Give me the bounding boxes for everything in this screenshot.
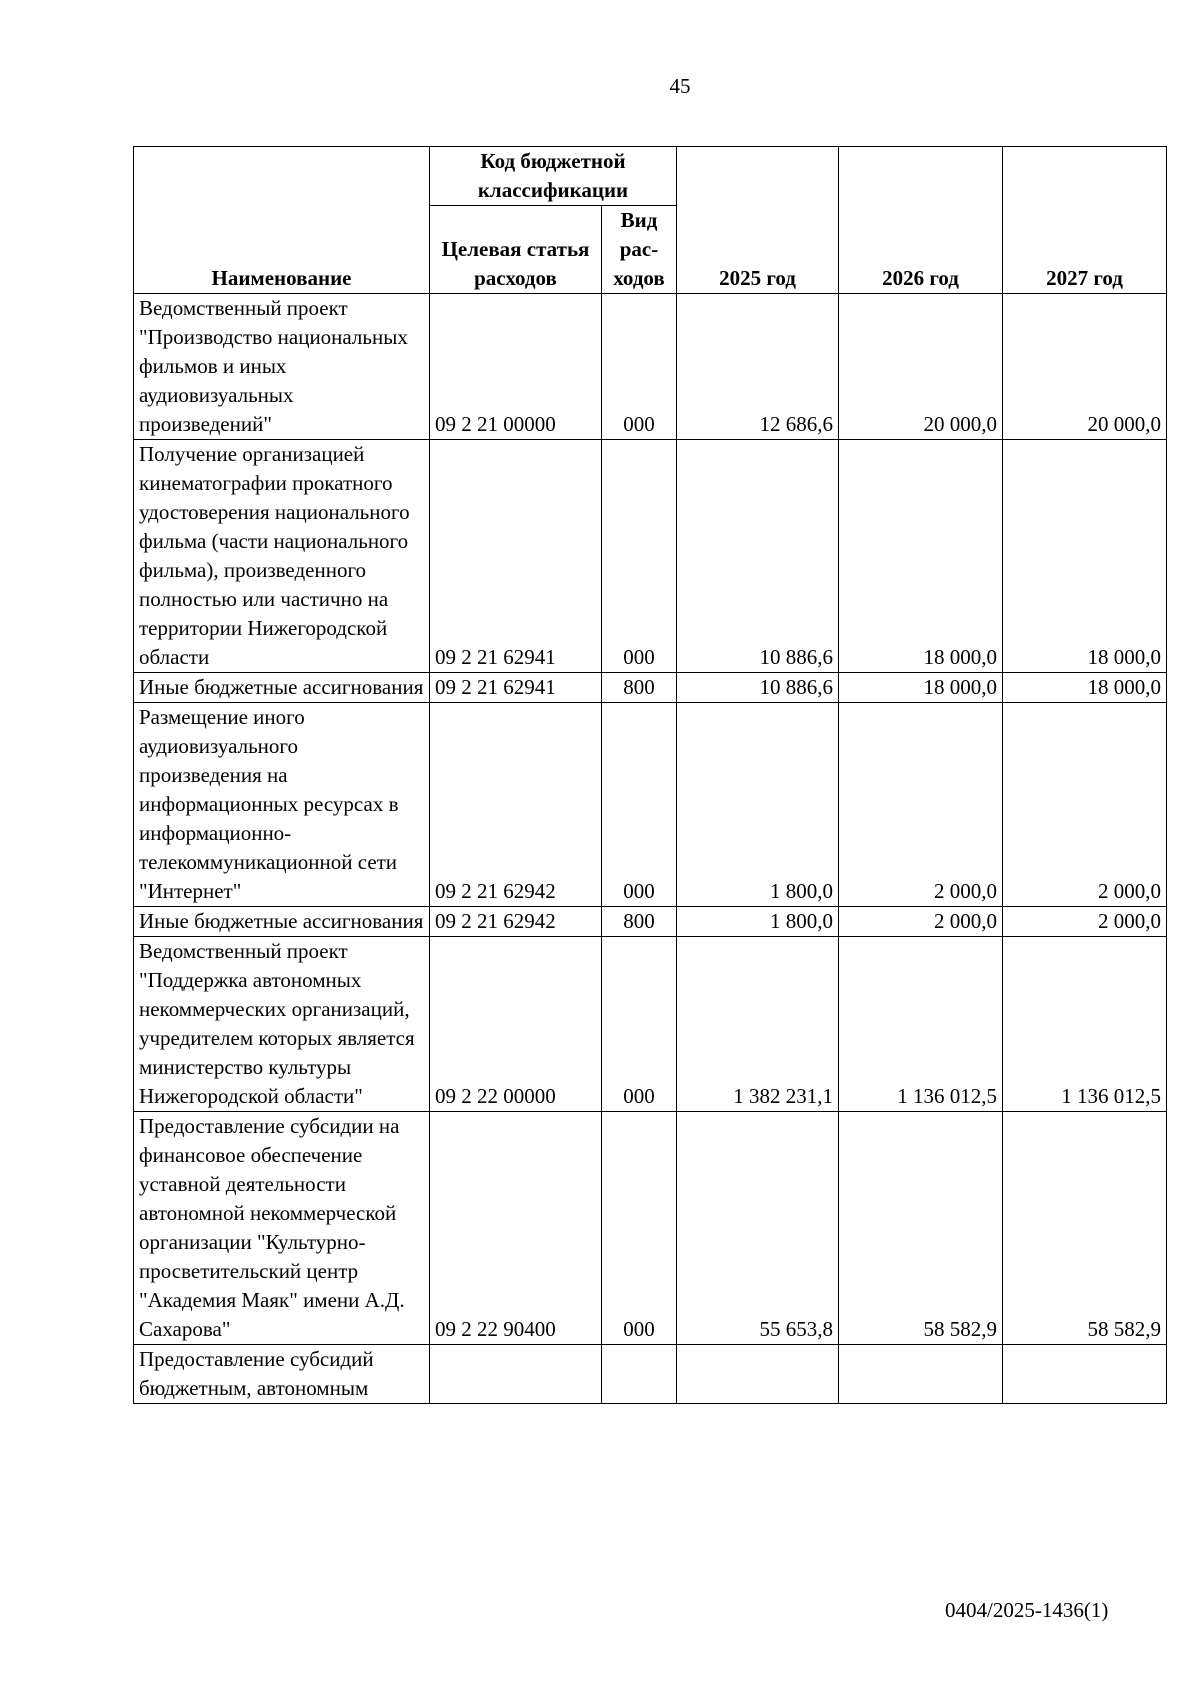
- row-expense-kind: 000: [602, 440, 677, 673]
- row-name: Иные бюджетные ассигнования: [134, 673, 430, 703]
- header-expense-kind: Вид рас-ходов: [602, 206, 677, 294]
- row-value-2026: [839, 1345, 1003, 1404]
- row-value-2025: 55 653,8: [677, 1112, 839, 1345]
- table-row: [134, 294, 1167, 440]
- row-value-2027: 18 000,0: [1003, 440, 1167, 673]
- row-target-code: 09 2 21 62941: [430, 673, 602, 703]
- page-number: 45: [669, 74, 691, 98]
- header-2025: 2025 год: [677, 147, 839, 294]
- budget-table: [133, 146, 1167, 1404]
- row-expense-kind: [602, 1345, 677, 1404]
- row-name: Ведомственный проект "Производство национальных фильмов и иных аудиовизуальных произведений": [134, 294, 430, 440]
- document-code: 0404/2025-1436(1): [945, 1598, 1109, 1622]
- table-row: [134, 440, 1167, 673]
- row-value-2027: 2 000,0: [1003, 907, 1167, 937]
- row-value-2026: 20 000,0: [839, 294, 1003, 440]
- row-expense-kind: 800: [602, 907, 677, 937]
- row-expense-kind: 800: [602, 673, 677, 703]
- row-name: Получение организацией кинематографии прокатного удостоверения национального фильма (части национального фильма), произведенного полностью или частично на территории Нижегородской области: [134, 440, 430, 673]
- table-row: [134, 1345, 1167, 1404]
- row-target-code: 09 2 21 00000: [430, 294, 602, 440]
- row-value-2027: 20 000,0: [1003, 294, 1167, 440]
- row-target-code: 09 2 21 62942: [430, 703, 602, 907]
- row-target-code: 09 2 22 00000: [430, 937, 602, 1112]
- row-value-2026: 18 000,0: [839, 440, 1003, 673]
- row-expense-kind: 000: [602, 703, 677, 907]
- header-kbk: Код бюджетной классификации: [430, 147, 677, 206]
- row-value-2027: 1 136 012,5: [1003, 937, 1167, 1112]
- table-row: [134, 937, 1167, 1112]
- header-2027: 2027 год: [1003, 147, 1167, 294]
- row-value-2025: 1 382 231,1: [677, 937, 839, 1112]
- row-value-2025: [677, 1345, 839, 1404]
- row-value-2026: 18 000,0: [839, 673, 1003, 703]
- row-value-2025: 10 886,6: [677, 440, 839, 673]
- row-value-2027: 58 582,9: [1003, 1112, 1167, 1345]
- row-expense-kind: 000: [602, 1112, 677, 1345]
- row-value-2026: 58 582,9: [839, 1112, 1003, 1345]
- row-value-2026: 2 000,0: [839, 703, 1003, 907]
- row-value-2027: [1003, 1345, 1167, 1404]
- row-value-2025: 1 800,0: [677, 703, 839, 907]
- header-target-article: Целевая статья расходов: [430, 206, 602, 294]
- row-target-code: 09 2 21 62942: [430, 907, 602, 937]
- table-row: [134, 1112, 1167, 1345]
- row-expense-kind: 000: [602, 937, 677, 1112]
- row-value-2025: 1 800,0: [677, 907, 839, 937]
- header-name: Наименование: [134, 147, 430, 294]
- row-name: Иные бюджетные ассигнования: [134, 907, 430, 937]
- row-target-code: 09 2 22 90400: [430, 1112, 602, 1345]
- row-value-2026: 1 136 012,5: [839, 937, 1003, 1112]
- row-target-code: [430, 1345, 602, 1404]
- row-value-2025: 10 886,6: [677, 673, 839, 703]
- row-name: Ведомственный проект "Поддержка автономных некоммерческих организаций, учредителем которых является министерство культуры Нижегородской области": [134, 937, 430, 1112]
- table-row: [134, 703, 1167, 907]
- row-name: Размещение иного аудиовизуального произведения на информационных ресурсах в информационно-телекоммуникационной сети "Интернет": [134, 703, 430, 907]
- row-value-2027: 2 000,0: [1003, 703, 1167, 907]
- row-value-2027: 18 000,0: [1003, 673, 1167, 703]
- table-row: [134, 673, 1167, 703]
- row-value-2025: 12 686,6: [677, 294, 839, 440]
- row-target-code: 09 2 21 62941: [430, 440, 602, 673]
- row-expense-kind: 000: [602, 294, 677, 440]
- row-value-2026: 2 000,0: [839, 907, 1003, 937]
- table-row: [134, 907, 1167, 937]
- row-name: Предоставление субсидий бюджетным, автономным: [134, 1345, 430, 1404]
- header-2026: 2026 год: [839, 147, 1003, 294]
- row-name: Предоставление субсидии на финансовое обеспечение уставной деятельности автономной некоммерческой организации "Культурно-просветительский центр "Академия Маяк" имени А.Д. Сахарова": [134, 1112, 430, 1345]
